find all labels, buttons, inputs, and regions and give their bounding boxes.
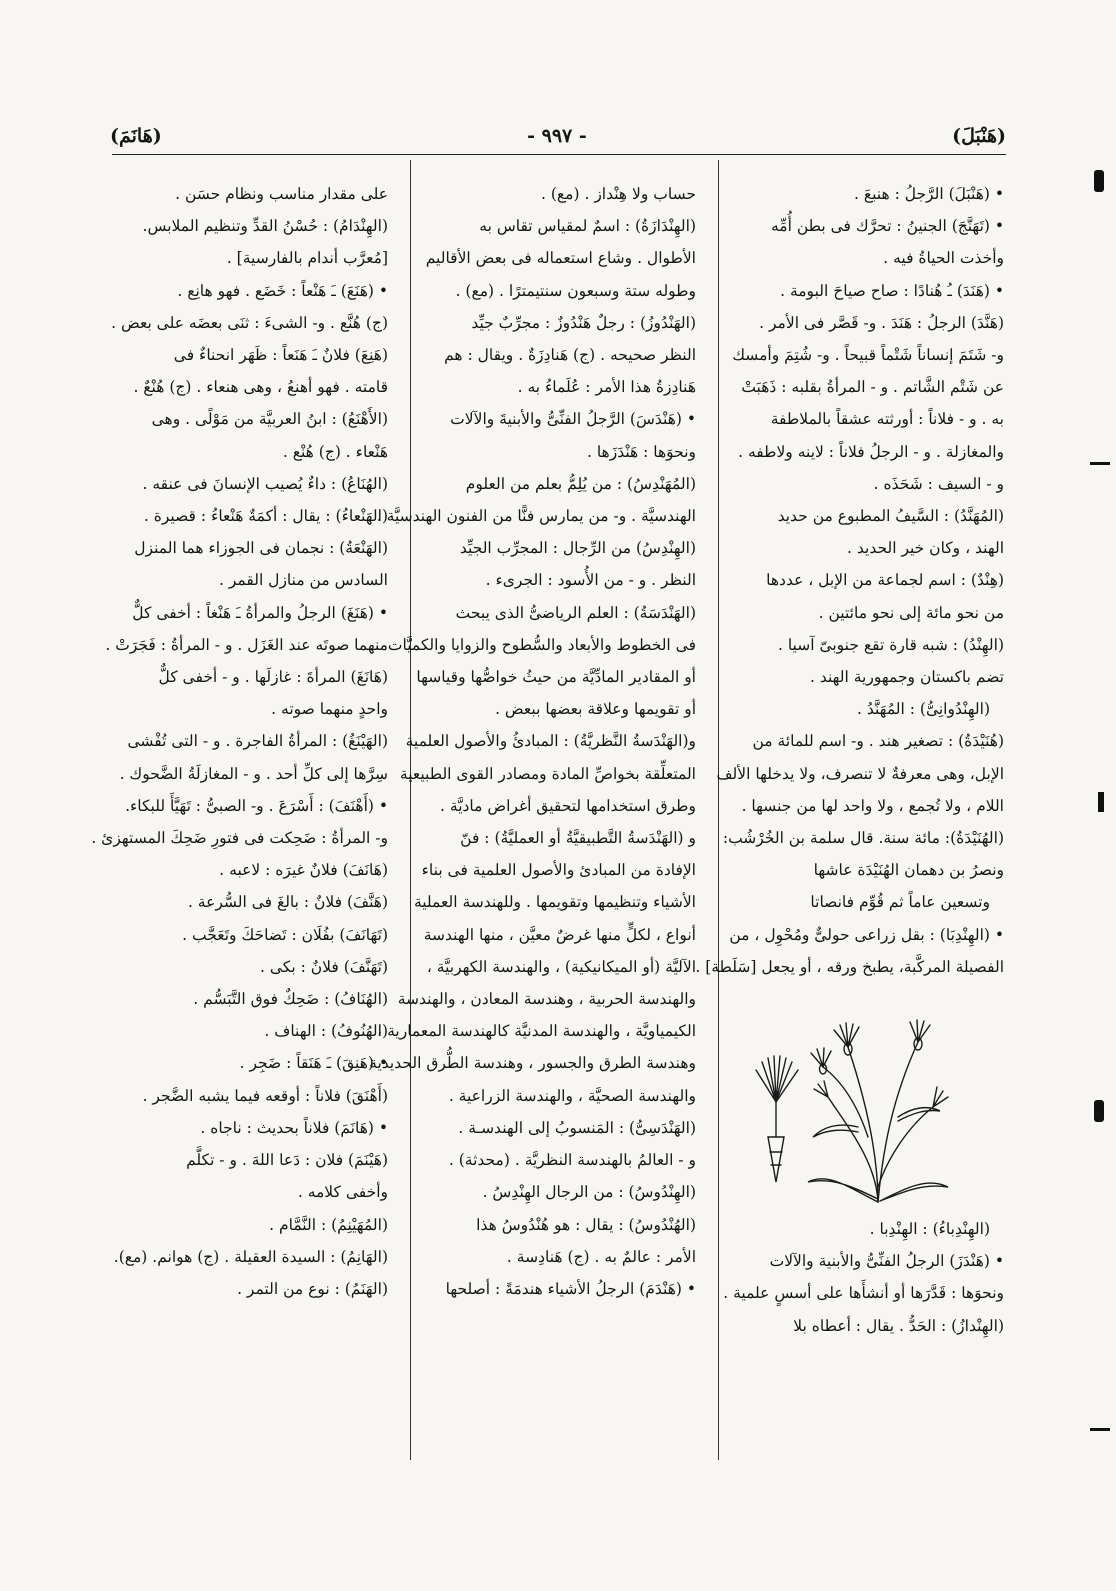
entry-line: (المُهَنَّدُ) : السَّيفُ المطبوع من حديد: [777, 507, 1004, 526]
header-left-word: (هَانَمَ): [110, 125, 162, 147]
column-right: [695, 178, 1004, 1342]
scan-edge-mark: [1098, 792, 1104, 812]
entry-line: تضم باكستان وجمهورية الهند .: [809, 668, 1004, 687]
plant-drawing: [728, 987, 1004, 1207]
entry-line: قامته . فهو أهنعُ ، وهى هنعاء . (ج) هُنْعٌ .: [133, 378, 388, 397]
entry-line: (ج) هُنَّع . و- الشىءَ : ثنَى بعضَه على بعض .: [111, 313, 388, 332]
entry-line: • (هَنْدَسَ) الرَّجلُ الفنِّىُّ والأبنيةَ والآلات: [450, 410, 696, 429]
entry-line: (الهِنْدُوانِىُّ) : المُهَنَّدُ .: [857, 700, 990, 719]
scan-edge-mark: [1090, 1428, 1110, 1431]
entry-line: ونحوَها : قَدَّرَها أو أنشأَها على أسسٍ علمية .: [723, 1284, 1004, 1303]
entry-line: النظر . و - من الأُسود : الجرىء .: [485, 571, 696, 590]
entry-line: • (أَهْنَفَ) : أَسْرَعَ . و- الصبىُّ : تَهَيَّأَ للبكاء.: [125, 796, 388, 815]
entry-line: (هَانَفَ) فلانٌ غيرَه : لاعبه .: [219, 861, 388, 880]
entry-line: (أَهْنَقَ) فلاناً : أوقعه فيما يشبه الضَّجر .: [142, 1086, 388, 1105]
entry-line: (الهِنْدِسُ) من الرِّجال : المجرِّب الجيِّد: [459, 539, 696, 558]
entry-line: (الهِنْدَامُ) : حُسْنُ القدِّ وتنظيم الملابس.: [142, 217, 388, 236]
entry-line: وطرق استخدامها لتحقيق أغراض ماديَّة .: [440, 796, 696, 815]
entry-line: هَنادِزةُ هذا الأمر : عُلَماءُ به .: [517, 378, 696, 397]
scan-edge-mark: [1090, 462, 1110, 465]
entry-line: أو المقادير المادِّيَّة من حيثُ خواصُّها وقياسها: [416, 668, 696, 687]
entry-line: (الهَانِمُ) : السيدة العقيلة . (ج) هوانم. (مع).: [113, 1247, 388, 1266]
hindiba-plant-illustration: [728, 987, 1004, 1207]
entry-line: (هَنَّفَ) فلانٌ : بالغَ فى السُّرعة .: [187, 893, 388, 912]
entry-line: و- شَتَمَ إنساناً شَتْماً قبيحاً . و- شُتِمَ وأمسك: [732, 346, 1004, 365]
entry-line: (تَهَنَّفَ) فلانٌ : بكى .: [260, 957, 388, 976]
entry-line: اللام ، ولا تُجمع ، ولا واحد لها من جنسها .: [741, 796, 1004, 815]
entry-line: • (الهِنْدِبَا) : بقل زراعى حولىٌّ ومُحْوِل ، من: [729, 925, 1004, 944]
entry-line: الأمر : عالمٌ به . (ج) هَنادِسة .: [506, 1247, 696, 1266]
entry-line: • (هَنَغَ) الرجلُ والمرأةُ ـَ هَنْغاً : أخفى كلٌّ: [132, 603, 388, 622]
entry-line: (الهُنَيْدَةُ): مائة سنة. قال سلمة بن الخُرْشُب:: [722, 829, 1004, 848]
entry-line: (المُهَنْدِسُ) : من يُلِمُّ بعلم من العلوم: [465, 474, 696, 493]
entry-line: (هَنِعَ) فلانٌ ـَ هَنَعاً : ظَهَر انحناءٌ فى: [173, 346, 388, 365]
entry-line: و(الهَنْدَسةُ النَّظريَّةُ) : المبادئُ والأصول العلمية: [405, 732, 696, 751]
entry-line: السادس من منازل القمر .: [219, 571, 388, 590]
entry-line: فى الخطوط والأبعاد والسُّطوح والزوايا والكميَّات: [387, 635, 696, 654]
scan-edge-mark: [1094, 170, 1104, 192]
entry-line: وهندسة الطرق والجسور ، وهندسة الطُّرق الحديدية ،: [359, 1054, 696, 1073]
entry-line: وأخفى كلامه .: [297, 1183, 388, 1202]
entry-line: (الهِنْدازُ) : الحَدُّ . يقال : أعطاه بلا: [793, 1316, 1004, 1335]
entry-line: (الهِنْدِباءُ) : الهِنْدِبا .: [869, 1220, 990, 1239]
entry-line: • (هَنْدَمَ) الرجلُ الأشياء هندمَةً : أصلحها: [445, 1279, 696, 1298]
entry-line: (الهُنَافُ) : ضَحِكٌ فوق التَّبَسُّم .: [193, 990, 388, 1009]
entry-line: سِرَّها إلى كلِّ أحد . و - المغازلَةُ الضَّحوك .: [119, 764, 388, 783]
entry-line: الهند ، وكان خير الحديد .: [847, 539, 1004, 558]
entry-line: (تَهَانَفَ) بفُلَان : تَضاحَكَ وتَعَجَّب .: [182, 925, 388, 944]
entry-line: من نحو مائة إلى نحو مائتين .: [818, 603, 1004, 622]
entry-line: الإفادة من المبادئ والأصول العلمية فى بناء: [421, 861, 696, 880]
column-middle: [359, 178, 696, 1305]
entry-line: النظر صحيحه . (ج) هَنادِزَةٌ . ويقال : هم: [444, 346, 696, 365]
entry-line: والمغازلة . و - الرجلُ فلاناً : لاينه ولاطفه .: [738, 442, 1004, 461]
entry-line: الهندسيَّة . و- من يمارس فنًّا من الفنون الهندسيَّة .: [376, 507, 696, 526]
entry-line: الآليَّة (أو الميكانيكية) ، والهندسة الكهربيَّة ،: [426, 957, 696, 976]
entry-line: و - العالمُ بالهندسة النظريَّة . (محدثة) .: [448, 1151, 696, 1170]
entry-line: والهندسة الصحيَّة ، والهندسة الزراعية .: [448, 1086, 696, 1105]
entry-line: • (هَنِقَ) ـَ هَنَقاً : ضَجِر .: [239, 1054, 388, 1073]
entry-line: أنواع ، لكلٍّ منها غرضٌ معيَّن ، منها الهندسة: [423, 925, 696, 944]
header-right-word: (هَنْبَلَ): [952, 125, 1006, 147]
entry-line: (الهُنْدُوسُ) : يقال : هو هُنْدُوسُ هذا: [476, 1215, 696, 1234]
entry-line: و- المرأةُ : ضَحِكت فى فتورِ ضَحِكَ المستهزئ .: [91, 829, 388, 848]
column-divider-1: [718, 160, 719, 1460]
entry-line: • (هَانَمَ) فلاناً بحديث : ناجاه .: [200, 1118, 388, 1137]
entry-line: (الهَنْعَةُ) : نجمان فى الجوزاء هما المنزل: [134, 539, 388, 558]
entry-line: (هُنَيْدَةُ) : تصغير هند . و- اسم للمائة من: [752, 732, 1004, 751]
entry-line: (هِنْدٌ) : اسم لجماعة من الإبل ، عددها: [766, 571, 1004, 590]
entry-line: الكيمياويَّة ، والهندسة المدنيَّة كالهندسة المعمارية ،: [377, 1022, 696, 1041]
entry-line: (الهَنْدَسِىُّ) : المَنسوبُ إلى الهندسـة .: [458, 1118, 696, 1137]
entry-line: ونحوَها : هَنْدَزَها .: [586, 442, 696, 461]
entry-line: • (تَهَنَّجَ) الجنينُ : تحرَّك فى بطن أُمِّه: [771, 217, 1004, 236]
poem-line: وتسعين عاماً ثم قُوِّم فانصاتا: [810, 893, 990, 912]
entry-line: • (هَنَعَ) ـَ هَنْعاً : خَضَع . فهو هانِع .: [177, 281, 388, 300]
entry-line: (الهِنْدُ) : شبه قارة تقع جنوبىّ آسيا .: [777, 635, 1004, 654]
entry-line: على مقدار مناسب ونظام حسَن .: [175, 185, 388, 203]
entry-line: (المُهَيْنِمُ) : النَّمَّام .: [269, 1215, 388, 1234]
header-rule: [112, 154, 1006, 155]
entry-line: و - السيف : شَحَذَه .: [873, 474, 1004, 493]
entry-line: الإبل، وهى معرفةٌ لا تنصرف، ولا يدخلها الألف: [716, 764, 1004, 783]
entry-line: منهما صوتَه عند الغَزَل . و - المرأةُ : فَجَرَتْ .: [105, 635, 388, 654]
entry-line: (هَيْنَمَ) فلان : دَعا اللهَ . و - تكلَّم: [186, 1151, 388, 1170]
entry-line: والهندسة الحربية ، وهندسة المعادن ، والهندسة: [397, 990, 696, 1009]
column-divider-2: [410, 160, 411, 1460]
entry-line: و (الهَنْدَسةُ التَّطبيقيَّةُ أو العمليَّةُ) : فنّ: [460, 829, 696, 848]
entry-line: [مُعرَّب أندام بالفارسية] .: [226, 249, 388, 268]
entry-line: وطوله ستة وسبعون سنتيمترًا . (مع) .: [455, 281, 696, 300]
entry-line: (الهَيْنَغُ) : المرأةُ الفاجرة . و - التى تُفْشى: [127, 732, 388, 751]
entry-line: • (هَنْدَزَ) الرجلُ الفنِّىُّ والأبنية والآلات: [769, 1252, 1004, 1271]
page-number: - ٩٩٧ -: [527, 125, 587, 147]
entry-line: هَنْعاء . (ج) هُنْع .: [282, 442, 388, 461]
entry-line: (الهَنْدَسَةُ) : العلم الرياضىُّ الذى يبحث: [455, 603, 696, 622]
entry-line: • (هَنَدَ) ـُ هُنادًا : صاح صياحَ البومة .: [780, 281, 1004, 300]
page-header: [110, 118, 1006, 154]
entry-line: (الهُنُوفُ) : الهناف .: [264, 1022, 388, 1041]
entry-line: المتعلِّقة بخواصِّ المادة ومصادر القوى الطبيعية: [399, 764, 696, 783]
entry-line: • (هَنْبَلَ) الرَّجلُ : هنبعَ .: [854, 185, 1004, 203]
entry-line: (الهَنْدُوزُ) : رجلٌ هَنْدُوزٌ : مجرِّبٌ جيِّد: [471, 313, 696, 332]
entry-line: به . و - فلاناً : أورثته عشقاً بالملاطفة: [770, 410, 1004, 429]
entry-line: الفصيلة المركَّبة، يطبخ ورقه ، أو يجعل [سَلَطة] .: [695, 957, 1004, 976]
entry-line: (هَنَّدَ) الرجلُ : هَنَدَ . و- قَصَّر فى الأمر .: [759, 313, 1004, 332]
entry-line: وأخذت الحياةُ فيه .: [883, 249, 1004, 268]
entry-line: (الهِنْدَازَةُ) : اسمٌ لمقياس تقاس به: [479, 217, 696, 236]
entry-line: واحدٍ منهما صوته .: [271, 700, 388, 719]
entry-line: (الهِنْدُوسُ) : من الرجال الهِنْدِسُ .: [482, 1183, 696, 1202]
entry-line: حساب ولا هِنْداز . (مع) .: [541, 185, 696, 203]
entry-line: (الأَهْنَعُ) : ابنُ العربيَّة من مَوْلًى . وهى: [151, 410, 388, 429]
entry-line: الأطوال . وشاع استعماله فى بعض الأقاليم: [425, 249, 696, 268]
scan-edge-mark: [1094, 1100, 1104, 1122]
entry-line: أو تقويمها وعلاقة بعضها ببعض .: [495, 700, 696, 719]
entry-line: عن شَتْم الشَّاتم . و - المرأةُ بقلبه : ذَهَبَتْ: [741, 378, 1004, 397]
poem-line: ونصرُ بن دهمان الهُنَيْدَة عاشها: [813, 861, 1004, 880]
entry-line: (هَانَغَ) المرأةَ : غازلَها . و - أخفى كلٌّ: [158, 668, 388, 687]
entry-line: (الهَنَمُ) : نوع من التمر .: [237, 1279, 388, 1298]
entry-line: (الهَنْعاءُ) : يقال : أكمَةٌ هَنْعاءُ : قصيرة .: [143, 507, 388, 526]
entry-line: الأشياء وتنظيمها وتقويمها . وللهندسة العملية: [413, 893, 696, 912]
column-left: [91, 178, 388, 1305]
entry-line: (الهُنَاعُ) : داءٌ يُصيب الإنسانَ فى عنقه .: [142, 474, 388, 493]
